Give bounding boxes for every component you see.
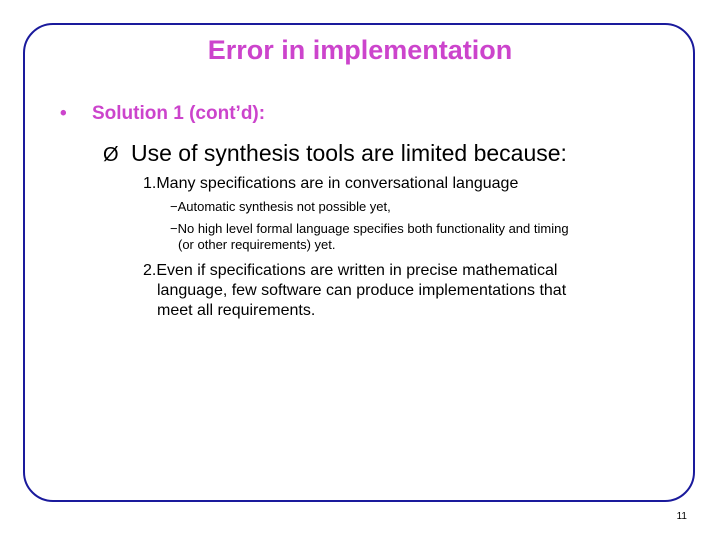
sub-item-automatic-synthesis: −Automatic synthesis not possible yet, [170, 199, 391, 214]
numbered-item-2-line-3: meet all requirements. [157, 302, 316, 319]
bullet-solution [60, 102, 265, 126]
sub-bullet-synthesis-text: Use of synthesis tools are limited because: [131, 140, 567, 166]
page-number: 11 [676, 511, 687, 522]
sub-item-no-formal-language: −No high level formal language specifies both functionality and timing [170, 221, 569, 236]
numbered-item-2 [143, 261, 643, 321]
sub-item-no-formal-language-cont: (or other requirements) yet. [178, 237, 336, 252]
arrow-bullet-icon: Ø [103, 144, 119, 166]
numbered-item-2-line-2: language, few software can produce implementations that [157, 282, 567, 299]
bullet-dot-icon: • [60, 103, 67, 124]
bullet-solution-text: Solution 1 (cont’d): [92, 103, 266, 124]
numbered-item-1: 1.Many specifications are in conversational language [143, 175, 519, 192]
numbered-item-2-line-1: 2.Even if specifications are written in precise mathematical [143, 262, 558, 279]
slide-title: Error in implementation [207, 35, 513, 65]
sub-bullet-synthesis [103, 139, 567, 169]
